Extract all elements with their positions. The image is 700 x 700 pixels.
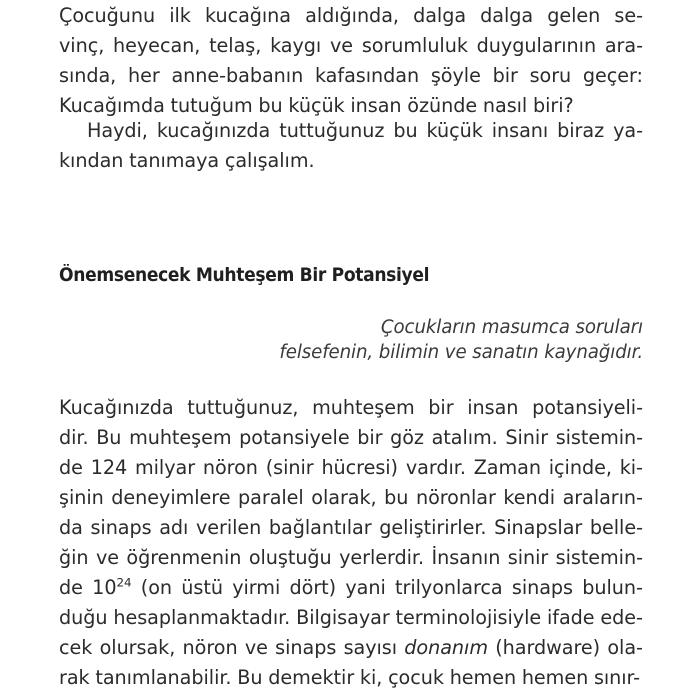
word: Haydi, xyxy=(87,119,148,142)
word: heyecan, xyxy=(113,34,201,57)
word: dört) xyxy=(289,576,337,599)
word: kucağınızda xyxy=(156,119,271,142)
text-line xyxy=(59,576,643,606)
word: se- xyxy=(614,4,643,27)
word: sınır- xyxy=(593,666,641,689)
text-line xyxy=(59,486,643,516)
word: Kucağımda xyxy=(59,94,165,117)
word: trilyonlarca xyxy=(395,576,503,599)
word: kafasından xyxy=(314,64,420,87)
word: insan xyxy=(467,396,519,419)
word: ilk xyxy=(169,4,191,27)
text-line xyxy=(59,149,643,179)
word: potansiyeli- xyxy=(532,396,643,419)
text-line xyxy=(59,546,643,576)
word: Zaman xyxy=(473,456,541,479)
word: ki- xyxy=(619,456,643,479)
word: yirmi xyxy=(232,576,281,599)
word: olarak, xyxy=(311,486,377,509)
text-line xyxy=(59,516,643,546)
word: ve xyxy=(244,636,268,659)
word: Kucağınızda xyxy=(59,396,174,419)
word: atalım. xyxy=(431,426,498,449)
epigraph-line-2: felsefenin, bilimin ve sanatın kaynağıdır. xyxy=(279,342,643,363)
paragraph-body xyxy=(59,396,643,696)
word: hemen xyxy=(521,666,589,689)
word: tanımlanabilir. xyxy=(95,666,232,689)
word: demektir xyxy=(268,666,355,689)
word: cek xyxy=(59,636,93,659)
word: belle- xyxy=(589,516,643,539)
word: nöron xyxy=(202,456,258,479)
word: (hardware) xyxy=(495,636,601,659)
word: nöronlar xyxy=(415,486,496,509)
word: (sinir xyxy=(265,456,314,479)
epigraph xyxy=(59,315,643,365)
word: bu xyxy=(384,486,409,509)
word: ki, xyxy=(359,666,383,689)
word: içinde, xyxy=(548,456,612,479)
word: rak xyxy=(59,666,90,689)
section-heading: Önemsenecek Muhteşem Bir Potansiyel xyxy=(59,265,430,286)
text-line xyxy=(59,606,643,636)
word: deneyimlere xyxy=(111,486,231,509)
word: (on xyxy=(140,576,173,599)
word: bir xyxy=(492,64,518,87)
word: aldığında, xyxy=(305,4,399,27)
word: her xyxy=(127,64,160,87)
word: biraz xyxy=(557,119,605,142)
word: Bu xyxy=(237,666,263,689)
word: tuttuğunuz xyxy=(279,119,385,142)
paragraph-opening xyxy=(59,4,643,124)
word: dalga xyxy=(413,4,467,27)
word: muhteşem xyxy=(312,396,415,419)
word: 124 xyxy=(90,456,128,479)
word: tuttuğunuz, xyxy=(187,396,299,419)
word: potansiyele xyxy=(239,426,350,449)
epigraph-line-1: Çocukların masumca soruları xyxy=(380,317,643,338)
word: ede- xyxy=(600,606,643,629)
word: de xyxy=(59,456,83,479)
word: ya- xyxy=(613,119,643,142)
word: tanımaya xyxy=(129,149,220,172)
word: araların- xyxy=(562,486,643,509)
text-line xyxy=(59,119,643,149)
word: sinaps xyxy=(90,516,152,539)
word: ifade xyxy=(546,606,595,629)
word: üstü xyxy=(181,576,223,599)
word: Bu xyxy=(96,426,122,449)
text-line xyxy=(59,636,643,666)
word: göz xyxy=(390,426,424,449)
word: paralel xyxy=(238,486,304,509)
word: çocuk xyxy=(388,666,444,689)
text-line xyxy=(59,64,643,94)
word: ğin xyxy=(59,546,89,569)
word: telaş, xyxy=(209,34,262,57)
word: sinir xyxy=(507,546,549,569)
word: nöron xyxy=(182,636,238,659)
word: dalga xyxy=(480,4,534,27)
word: şinin xyxy=(59,486,104,509)
word: duygularının xyxy=(476,34,597,57)
word: hemen xyxy=(449,666,517,689)
word: donanım xyxy=(404,636,488,659)
word: $10^{24}$ xyxy=(92,575,132,599)
word: vinç, xyxy=(59,34,105,57)
text-line xyxy=(59,396,643,426)
word: oluştuğu xyxy=(248,546,332,569)
superscript-exponent: 24 xyxy=(116,575,132,590)
word: kaygı xyxy=(270,34,322,57)
word: vardır. xyxy=(405,456,466,479)
word: küçük xyxy=(288,94,345,117)
word: şöyle xyxy=(430,64,481,87)
word: ve xyxy=(329,34,354,57)
word: sinaps xyxy=(511,576,573,599)
word: da xyxy=(59,516,83,539)
word: muhteşem xyxy=(129,426,232,449)
word: terminolojisiyle xyxy=(395,606,542,629)
word: İnsanın xyxy=(431,546,501,569)
word: hesaplanmaktadır. xyxy=(113,606,291,629)
word: hücresi) xyxy=(321,456,398,479)
word: sında, xyxy=(59,64,117,87)
text-line xyxy=(59,426,643,456)
word: kendi xyxy=(503,486,556,509)
word: ara- xyxy=(604,34,643,57)
word: sorumluluk xyxy=(361,34,468,57)
word: insan xyxy=(350,94,402,117)
word: bir xyxy=(428,396,454,419)
word: kından xyxy=(59,149,124,172)
word: nasıl xyxy=(482,94,528,117)
word: anne-babanın xyxy=(171,64,304,87)
word: sistemin- xyxy=(555,426,643,449)
word: bağlantılar xyxy=(268,516,372,539)
word: bir xyxy=(357,426,383,449)
word: yani xyxy=(345,576,386,599)
word: geliştirirler. xyxy=(379,516,487,539)
word: sayısı xyxy=(343,636,398,659)
word: bulun- xyxy=(582,576,643,599)
text-line xyxy=(59,34,643,64)
word: milyar xyxy=(135,456,196,479)
word: duğu xyxy=(59,606,108,629)
word: tutuğum xyxy=(170,94,253,117)
word: sistemin- xyxy=(555,546,643,569)
word: Çocuğunu xyxy=(59,4,156,27)
word: öğrenmenin xyxy=(126,546,242,569)
word: bu xyxy=(258,94,283,117)
text-line xyxy=(59,666,643,696)
text-line xyxy=(59,4,643,34)
word: özünde xyxy=(407,94,478,117)
word: geçer: xyxy=(582,64,643,87)
text-line xyxy=(59,456,643,486)
word: biri? xyxy=(532,94,574,117)
word: dir. xyxy=(59,426,89,449)
word: adı xyxy=(159,516,189,539)
word: yerlerdir. xyxy=(339,546,425,569)
word: insanı xyxy=(491,119,549,142)
word: çalışalım. xyxy=(224,149,315,172)
word: kucağına xyxy=(204,4,292,27)
word: Sinapslar xyxy=(494,516,583,539)
word: ola- xyxy=(607,636,643,659)
paragraph-haydi xyxy=(59,119,643,179)
word: bu xyxy=(393,119,418,142)
word: de xyxy=(59,576,83,599)
word: Bilgisayar xyxy=(296,606,390,629)
word: Sinir xyxy=(505,426,549,449)
word: ve xyxy=(95,546,119,569)
word: verilen xyxy=(195,516,262,539)
word: küçük xyxy=(426,119,483,142)
word: gelen xyxy=(547,4,601,27)
word: sinaps xyxy=(275,636,337,659)
word: soru xyxy=(529,64,572,87)
word: olursak, xyxy=(99,636,176,659)
